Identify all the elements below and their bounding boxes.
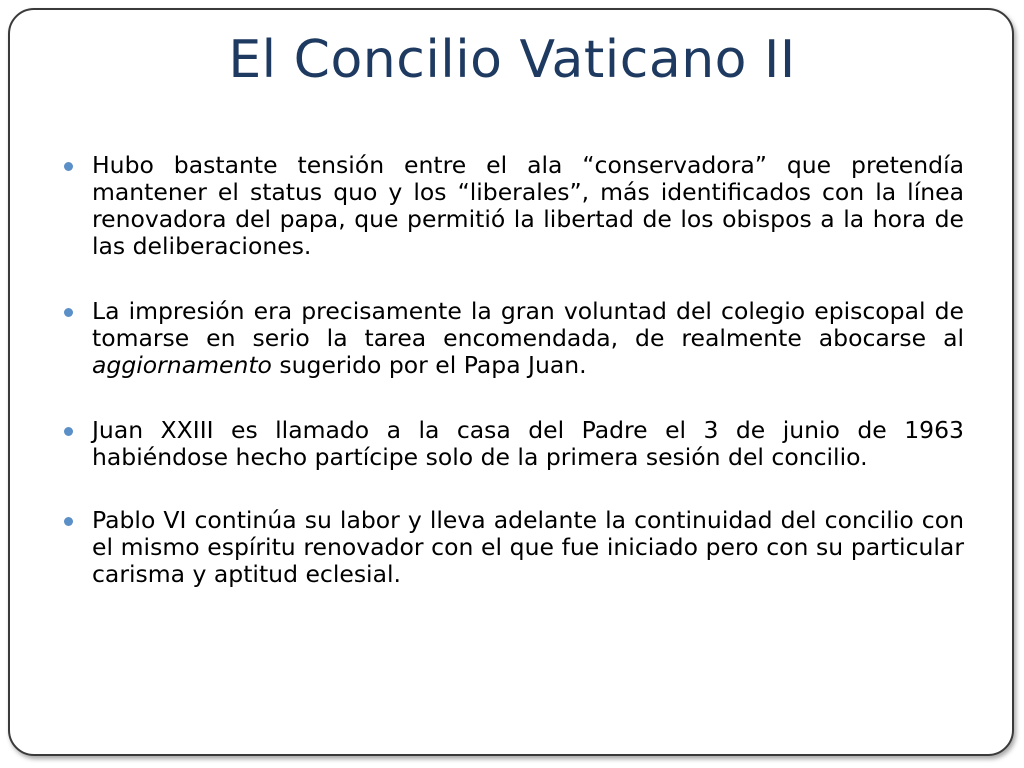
bullet-dot-icon [64,308,73,317]
bullet-dot-icon [64,517,73,526]
bullet-dot-icon [64,162,73,171]
bullet-text: Juan XXIII es llamado a la casa del Padre el 3 de junio de 1963 habiéndose hecho partícipe solo de la primera sesión del concilio. [92,416,964,471]
bullet-text: Hubo bastante tensión entre el ala “conservadora” que pretendía mantener el status quo y los “liberales”, más identificados con la línea renovadora del papa, que permitió la libertad de los obispos a la hora de las deliberaciones. [92,151,964,260]
bullet-text-after: sugerido por el Papa Juan. [271,351,587,379]
bullet-text-before: La impresión era precisamente la gran voluntad del colegio episcopal de tomarse en serio la tarea encomendada, de realmente abocarse al [92,297,964,352]
bullet-text: Pablo VI continúa su labor y lleva adelante la continuidad del concilio con el mismo espíritu renovador con el que fue iniciado pero con su particular carisma y aptitud eclesial. [92,506,964,588]
bullet-item-tension [64,152,964,260]
bullet-list [64,152,964,626]
slide-title: El Concilio Vaticano II [228,30,796,90]
bullet-item-impresion [64,298,964,379]
bullet-dot-icon [64,427,73,436]
bullet-item-pablo-vi [64,507,964,588]
bullet-text-italic: aggiornamento [92,351,272,379]
bullet-item-juan-xxiii [64,417,964,471]
